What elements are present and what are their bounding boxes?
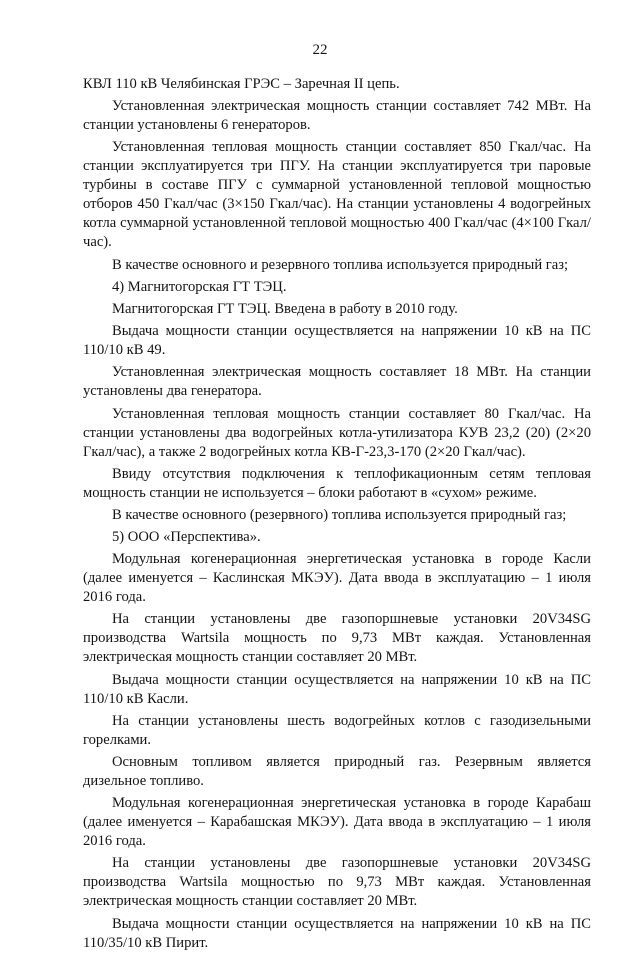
paragraph: Выдача мощности станции осуществляется на напряжении 10 кВ на ПС 110/10 кВ 49. — [83, 323, 591, 359]
paragraph: Модульная когенерационная энергетическая установка в городе Карабаш (далее именуется – Карабашская МКЭУ). Дата ввода в эксплуатацию – 1 июля 2016 года. — [83, 795, 591, 850]
paragraph: В качестве основного и резервного топлива используется природный газ; — [112, 256, 569, 273]
paragraph: В качестве основного (резервного) топлива используется природный газ; — [112, 506, 567, 523]
paragraph: На станции установлены две газопоршневые установки 20V34SG производства Wartsila мощностью по 9,73 МВт каждая. Установленная электрическая мощность станции составляет 20 МВт. — [83, 855, 591, 910]
paragraph: Выдача мощности станции осуществляется на напряжении 10 кВ на ПС 110/10 кВ Касли. — [83, 671, 591, 707]
paragraph: Установленная тепловая мощность станции составляет 850 Гкал/час. На станции эксплуатируется три ПГУ. На станции эксплуатируется три паровые турбины в составе ПГУ с суммарной установленной тепловой мощностью отборов 450 Гкал/час (3×150 Гкал/час). На станции установлены 4 водогрейных котла суммарной установленной тепловой мощностью 400 Гкал/час (4×100 Гкал/час). — [83, 139, 591, 251]
paragraph: Основным топливом является природный газ. Резервным является дизельное топливо. — [83, 754, 591, 789]
paragraph: Установленная электрическая мощность станции составляет 742 МВт. На станции установлены 6 генераторов. — [83, 98, 591, 134]
section-heading: 4) Магнитогорская ГТ ТЭЦ. — [112, 278, 287, 295]
paragraph: На станции установлены две газопоршневые установки 20V34SG производства Wartsila мощность по 9,73 МВт каждая. Установленная электрическая мощность станции составляет 20 МВт. — [83, 611, 591, 666]
paragraph: Установленная электрическая мощность составляет 18 МВт. На станции установлены два генератора. — [83, 364, 591, 400]
page-number: 22 — [312, 42, 328, 58]
paragraph: Магнитогорская ГТ ТЭЦ. Введена в работу в 2010 году. — [112, 300, 458, 317]
paragraph: Выдача мощности станции осуществляется на напряжении 10 кВ на ПС 110/35/10 кВ Пирит. — [83, 915, 591, 951]
paragraph: На станции установлены шесть водогрейных котлов с газодизельными горелками. — [83, 712, 591, 748]
paragraph: КВЛ 110 кВ Челябинская ГРЭС – Заречная II цепь. — [83, 76, 400, 92]
paragraph: Ввиду отсутствия подключения к теплофикационным сетям тепловая мощность станции не используется – блоки работают в «сухом» режиме. — [83, 465, 591, 501]
paragraph: Установленная тепловая мощность станции составляет 80 Гкал/час. На станции установлены два водогрейных котла-утилизатора КУВ 23,2 (20) (2×20 Гкал/час), а также 2 водогрейных котла КВ-Г-23,3-170 (2×20 Гкал/час). — [83, 405, 591, 460]
document-body — [83, 75, 591, 956]
section-heading: 5) ООО «Перспектива». — [112, 529, 261, 546]
paragraph: Модульная когенерационная энергетическая установка в городе Касли (далее именуется – Каслинская МКЭУ). Дата ввода в эксплуатацию – 1 июля 2016 года. — [83, 551, 591, 606]
